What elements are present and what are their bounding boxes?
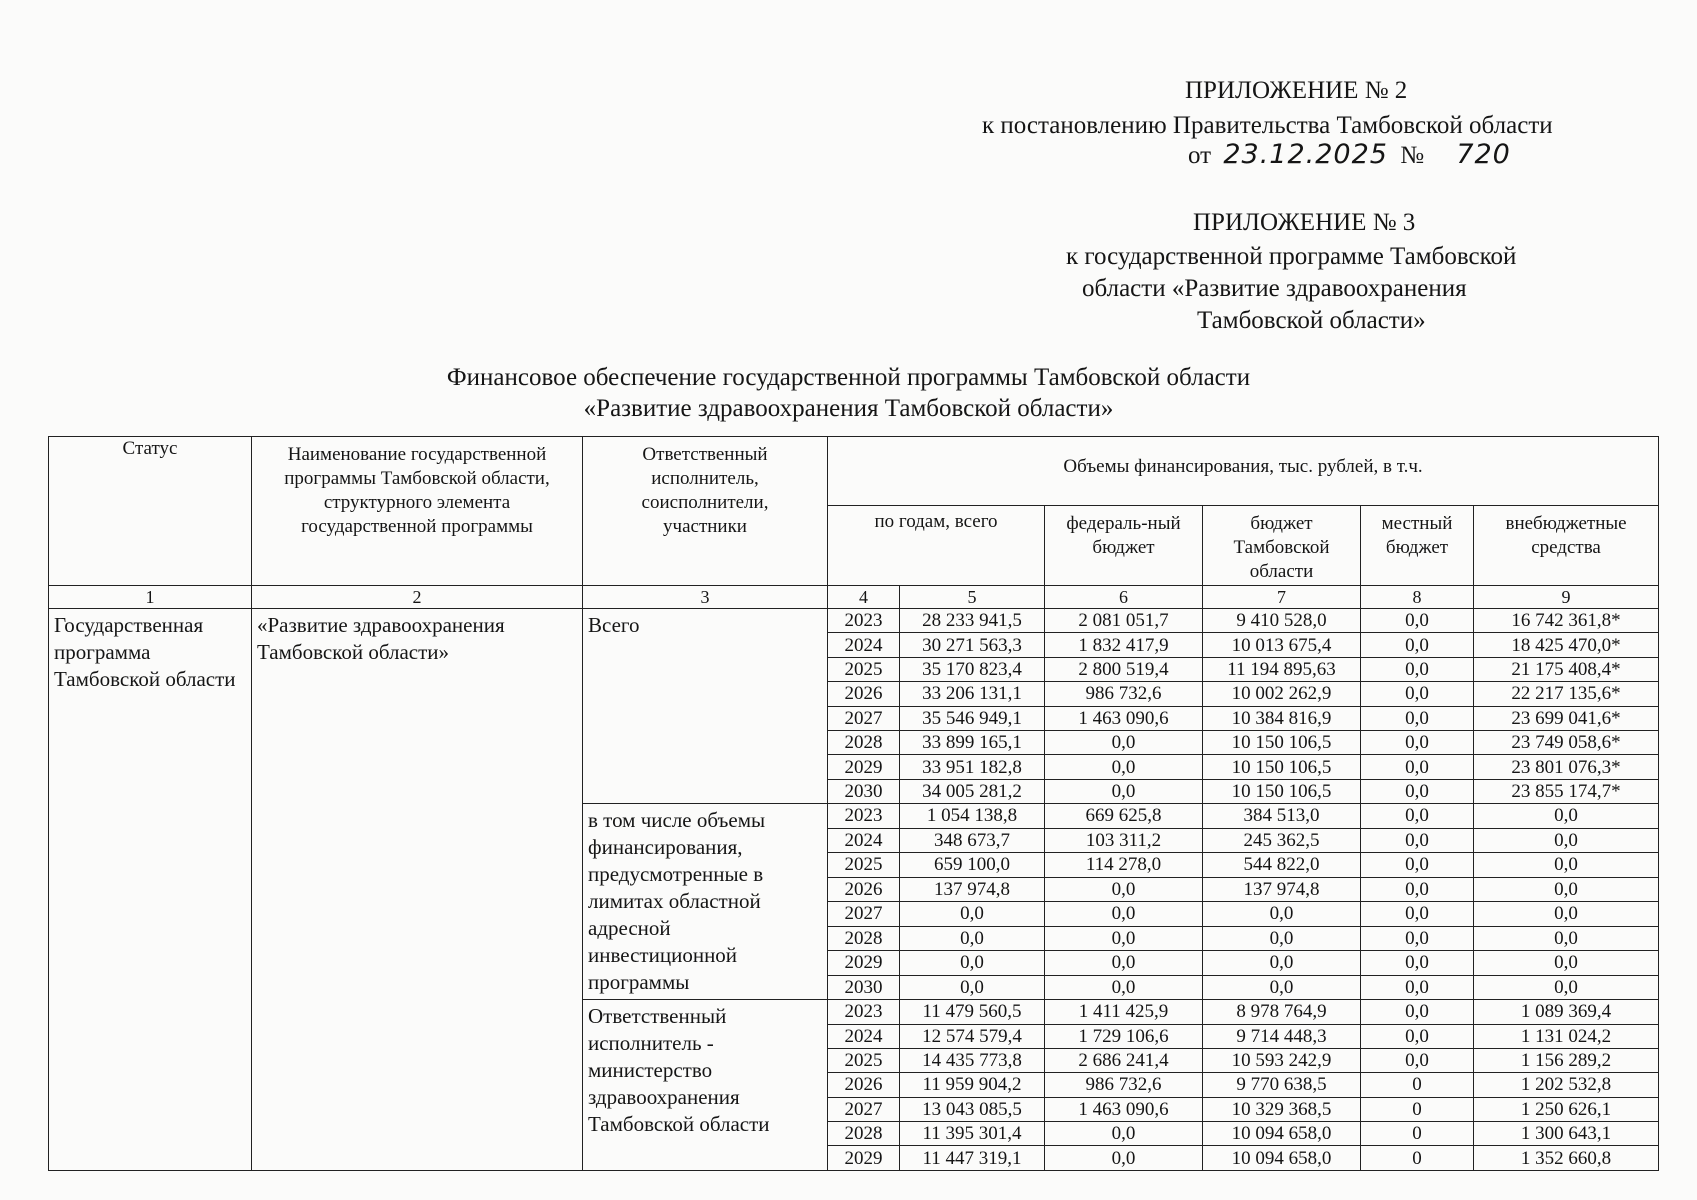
regional-cell: 0,0 bbox=[1203, 951, 1361, 976]
federal-cell: 669 625,8 bbox=[1045, 804, 1203, 829]
offbudget-cell: 0,0 bbox=[1474, 877, 1659, 902]
regional-cell: 544 822,0 bbox=[1203, 853, 1361, 878]
header-status: Статус bbox=[49, 437, 252, 586]
federal-cell: 0,0 bbox=[1045, 1122, 1203, 1146]
executor-cell: Ответственный исполнитель - министерство здравоохранения Тамбовской области bbox=[583, 1000, 828, 1171]
regional-cell: 0,0 bbox=[1203, 926, 1361, 951]
regional-cell: 10 013 675,4 bbox=[1203, 633, 1361, 657]
federal-cell: 2 081 051,7 bbox=[1045, 609, 1203, 633]
offbudget-cell: 1 202 532,8 bbox=[1474, 1073, 1659, 1097]
regional-cell: 0,0 bbox=[1203, 975, 1361, 1000]
local-cell: 0,0 bbox=[1361, 804, 1474, 829]
year-cell: 2025 bbox=[828, 657, 900, 681]
offbudget-cell: 23 801 076,3* bbox=[1474, 755, 1659, 779]
header-by-years: по годам, всего bbox=[828, 506, 1045, 586]
federal-cell: 0,0 bbox=[1045, 1146, 1203, 1170]
regional-cell: 10 094 658,0 bbox=[1203, 1146, 1361, 1170]
year-cell: 2024 bbox=[828, 828, 900, 853]
local-cell: 0,0 bbox=[1361, 951, 1474, 976]
year-cell: 2027 bbox=[828, 706, 900, 730]
offbudget-cell: 22 217 135,6* bbox=[1474, 682, 1659, 706]
offbudget-cell: 0,0 bbox=[1474, 975, 1659, 1000]
total-cell: 33 951 182,8 bbox=[900, 755, 1045, 779]
offbudget-cell: 23 699 041,6* bbox=[1474, 706, 1659, 730]
regional-cell: 9 770 638,5 bbox=[1203, 1073, 1361, 1097]
header-local: местный бюджет bbox=[1361, 506, 1474, 586]
total-cell: 35 546 949,1 bbox=[900, 706, 1045, 730]
total-cell: 33 206 131,1 bbox=[900, 682, 1045, 706]
col-number: 2 bbox=[252, 586, 583, 609]
local-cell: 0,0 bbox=[1361, 877, 1474, 902]
year-cell: 2027 bbox=[828, 1097, 900, 1121]
local-cell: 0,0 bbox=[1361, 926, 1474, 951]
total-cell: 34 005 281,2 bbox=[900, 779, 1045, 803]
appendix3-title: ПРИЛОЖЕНИЕ № 3 bbox=[1193, 209, 1416, 236]
offbudget-cell: 1 300 643,1 bbox=[1474, 1122, 1659, 1146]
total-cell: 0,0 bbox=[900, 975, 1045, 1000]
financing-table bbox=[48, 436, 1659, 1171]
local-cell: 0,0 bbox=[1361, 633, 1474, 657]
federal-cell: 2 800 519,4 bbox=[1045, 657, 1203, 681]
regional-cell: 9 410 528,0 bbox=[1203, 609, 1361, 633]
year-cell: 2023 bbox=[828, 1000, 900, 1024]
year-cell: 2026 bbox=[828, 1073, 900, 1097]
total-cell: 1 054 138,8 bbox=[900, 804, 1045, 829]
col-number: 6 bbox=[1045, 586, 1203, 609]
year-cell: 2023 bbox=[828, 804, 900, 829]
local-cell: 0 bbox=[1361, 1073, 1474, 1097]
handwritten-number: 720 bbox=[1456, 139, 1511, 170]
total-cell: 13 043 085,5 bbox=[900, 1097, 1045, 1121]
year-cell: 2029 bbox=[828, 755, 900, 779]
year-cell: 2026 bbox=[828, 682, 900, 706]
year-cell: 2028 bbox=[828, 730, 900, 754]
regional-cell: 10 150 106,5 bbox=[1203, 730, 1361, 754]
total-cell: 12 574 579,4 bbox=[900, 1024, 1045, 1048]
regional-cell: 10 150 106,5 bbox=[1203, 779, 1361, 803]
total-cell: 11 447 319,1 bbox=[900, 1146, 1045, 1170]
federal-cell: 114 278,0 bbox=[1045, 853, 1203, 878]
offbudget-cell: 21 175 408,4* bbox=[1474, 657, 1659, 681]
total-cell: 348 673,7 bbox=[900, 828, 1045, 853]
table-row bbox=[49, 609, 1659, 633]
federal-cell: 1 463 090,6 bbox=[1045, 706, 1203, 730]
appendix3-line3: Тамбовской области» bbox=[1197, 307, 1426, 334]
col-number: 3 bbox=[583, 586, 828, 609]
federal-cell: 1 729 106,6 bbox=[1045, 1024, 1203, 1048]
year-cell: 2026 bbox=[828, 877, 900, 902]
regional-cell: 10 094 658,0 bbox=[1203, 1122, 1361, 1146]
header-offbudget: внебюджетные средства bbox=[1474, 506, 1659, 586]
federal-cell: 1 832 417,9 bbox=[1045, 633, 1203, 657]
federal-cell: 1 411 425,9 bbox=[1045, 1000, 1203, 1024]
federal-cell: 0,0 bbox=[1045, 926, 1203, 951]
handwritten-date: 23.12.2025 bbox=[1223, 139, 1388, 170]
regional-cell: 0,0 bbox=[1203, 902, 1361, 927]
offbudget-cell: 0,0 bbox=[1474, 926, 1659, 951]
doc-title-line2: «Развитие здравоохранения Тамбовской области» bbox=[583, 395, 1114, 422]
total-cell: 28 233 941,5 bbox=[900, 609, 1045, 633]
year-cell: 2030 bbox=[828, 975, 900, 1000]
regional-cell: 10 593 242,9 bbox=[1203, 1048, 1361, 1072]
offbudget-cell: 0,0 bbox=[1474, 828, 1659, 853]
offbudget-cell: 0,0 bbox=[1474, 902, 1659, 927]
offbudget-cell: 18 425 470,0* bbox=[1474, 633, 1659, 657]
local-cell: 0,0 bbox=[1361, 1024, 1474, 1048]
regional-cell: 245 362,5 bbox=[1203, 828, 1361, 853]
offbudget-cell: 23 855 174,7* bbox=[1474, 779, 1659, 803]
local-cell: 0,0 bbox=[1361, 682, 1474, 706]
offbudget-cell: 1 089 369,4 bbox=[1474, 1000, 1659, 1024]
header-volumes: Объемы финансирования, тыс. рублей, в т.ч. bbox=[828, 437, 1659, 506]
year-cell: 2023 bbox=[828, 609, 900, 633]
regional-cell: 137 974,8 bbox=[1203, 877, 1361, 902]
regional-cell: 10 384 816,9 bbox=[1203, 706, 1361, 730]
year-cell: 2028 bbox=[828, 926, 900, 951]
federal-cell: 2 686 241,4 bbox=[1045, 1048, 1203, 1072]
year-cell: 2030 bbox=[828, 779, 900, 803]
appendix2-date-line bbox=[1188, 140, 1511, 171]
year-cell: 2024 bbox=[828, 633, 900, 657]
from-label: от bbox=[1188, 142, 1212, 169]
federal-cell: 0,0 bbox=[1045, 730, 1203, 754]
header-federal: федераль-ный бюджет bbox=[1045, 506, 1203, 586]
regional-cell: 11 194 895,63 bbox=[1203, 657, 1361, 681]
offbudget-cell: 1 352 660,8 bbox=[1474, 1146, 1659, 1170]
status-cell: Государственная программа Тамбовской области bbox=[49, 609, 252, 1171]
number-label: № bbox=[1400, 142, 1425, 169]
federal-cell: 103 311,2 bbox=[1045, 828, 1203, 853]
federal-cell: 0,0 bbox=[1045, 755, 1203, 779]
total-cell: 659 100,0 bbox=[900, 853, 1045, 878]
offbudget-cell: 23 749 058,6* bbox=[1474, 730, 1659, 754]
local-cell: 0 bbox=[1361, 1146, 1474, 1170]
local-cell: 0,0 bbox=[1361, 853, 1474, 878]
local-cell: 0,0 bbox=[1361, 706, 1474, 730]
column-numbers-row bbox=[49, 586, 1659, 609]
program-name-cell: «Развитие здравоохранения Тамбовской области» bbox=[252, 609, 583, 1171]
executor-cell: Всего bbox=[583, 609, 828, 804]
year-cell: 2027 bbox=[828, 902, 900, 927]
appendix3-line2: области «Развитие здравоохранения bbox=[1082, 275, 1467, 302]
offbudget-cell: 1 156 289,2 bbox=[1474, 1048, 1659, 1072]
local-cell: 0 bbox=[1361, 1122, 1474, 1146]
offbudget-cell: 16 742 361,8* bbox=[1474, 609, 1659, 633]
total-cell: 0,0 bbox=[900, 902, 1045, 927]
federal-cell: 0,0 bbox=[1045, 975, 1203, 1000]
local-cell: 0,0 bbox=[1361, 828, 1474, 853]
header-regional: бюджет Тамбовской области bbox=[1203, 506, 1361, 586]
regional-cell: 8 978 764,9 bbox=[1203, 1000, 1361, 1024]
year-cell: 2025 bbox=[828, 853, 900, 878]
header-name: Наименование государственной программы Тамбовской области, структурного элемента государственной программы bbox=[252, 437, 583, 586]
header-executor: Ответственный исполнитель, соисполнители, участники bbox=[583, 437, 828, 586]
offbudget-cell: 1 250 626,1 bbox=[1474, 1097, 1659, 1121]
regional-cell: 10 329 368,5 bbox=[1203, 1097, 1361, 1121]
local-cell: 0 bbox=[1361, 1097, 1474, 1121]
total-cell: 11 479 560,5 bbox=[900, 1000, 1045, 1024]
local-cell: 0,0 bbox=[1361, 755, 1474, 779]
federal-cell: 0,0 bbox=[1045, 902, 1203, 927]
col-number: 7 bbox=[1203, 586, 1361, 609]
offbudget-cell: 1 131 024,2 bbox=[1474, 1024, 1659, 1048]
total-cell: 14 435 773,8 bbox=[900, 1048, 1045, 1072]
local-cell: 0,0 bbox=[1361, 657, 1474, 681]
col-number: 5 bbox=[900, 586, 1045, 609]
regional-cell: 10 002 262,9 bbox=[1203, 682, 1361, 706]
local-cell: 0,0 bbox=[1361, 975, 1474, 1000]
total-cell: 35 170 823,4 bbox=[900, 657, 1045, 681]
col-number: 9 bbox=[1474, 586, 1659, 609]
year-cell: 2029 bbox=[828, 951, 900, 976]
total-cell: 11 395 301,4 bbox=[900, 1122, 1045, 1146]
federal-cell: 986 732,6 bbox=[1045, 682, 1203, 706]
col-number: 1 bbox=[49, 586, 252, 609]
col-number: 4 bbox=[828, 586, 900, 609]
executor-cell: в том числе объемы финансирования, предусмотренные в лимитах областной адресной инвестиционной программы bbox=[583, 804, 828, 1000]
offbudget-cell: 0,0 bbox=[1474, 804, 1659, 829]
total-cell: 0,0 bbox=[900, 926, 1045, 951]
local-cell: 0,0 bbox=[1361, 779, 1474, 803]
offbudget-cell: 0,0 bbox=[1474, 951, 1659, 976]
federal-cell: 0,0 bbox=[1045, 779, 1203, 803]
total-cell: 33 899 165,1 bbox=[900, 730, 1045, 754]
doc-title-line1: Финансовое обеспечение государственной программы Тамбовской области bbox=[446, 364, 1251, 391]
local-cell: 0,0 bbox=[1361, 1048, 1474, 1072]
year-cell: 2029 bbox=[828, 1146, 900, 1170]
regional-cell: 10 150 106,5 bbox=[1203, 755, 1361, 779]
federal-cell: 0,0 bbox=[1045, 877, 1203, 902]
regional-cell: 9 714 448,3 bbox=[1203, 1024, 1361, 1048]
appendix2-line1: к постановлению Правительства Тамбовской области bbox=[982, 112, 1553, 139]
federal-cell: 986 732,6 bbox=[1045, 1073, 1203, 1097]
local-cell: 0,0 bbox=[1361, 730, 1474, 754]
total-cell: 0,0 bbox=[900, 951, 1045, 976]
appendix2-title: ПРИЛОЖЕНИЕ № 2 bbox=[1185, 77, 1408, 104]
appendix3-line1: к государственной программе Тамбовской bbox=[1066, 243, 1517, 270]
year-cell: 2024 bbox=[828, 1024, 900, 1048]
total-cell: 11 959 904,2 bbox=[900, 1073, 1045, 1097]
year-cell: 2025 bbox=[828, 1048, 900, 1072]
local-cell: 0,0 bbox=[1361, 609, 1474, 633]
federal-cell: 1 463 090,6 bbox=[1045, 1097, 1203, 1121]
offbudget-cell: 0,0 bbox=[1474, 853, 1659, 878]
regional-cell: 384 513,0 bbox=[1203, 804, 1361, 829]
year-cell: 2028 bbox=[828, 1122, 900, 1146]
total-cell: 30 271 563,3 bbox=[900, 633, 1045, 657]
total-cell: 137 974,8 bbox=[900, 877, 1045, 902]
local-cell: 0,0 bbox=[1361, 902, 1474, 927]
local-cell: 0,0 bbox=[1361, 1000, 1474, 1024]
federal-cell: 0,0 bbox=[1045, 951, 1203, 976]
col-number: 8 bbox=[1361, 586, 1474, 609]
